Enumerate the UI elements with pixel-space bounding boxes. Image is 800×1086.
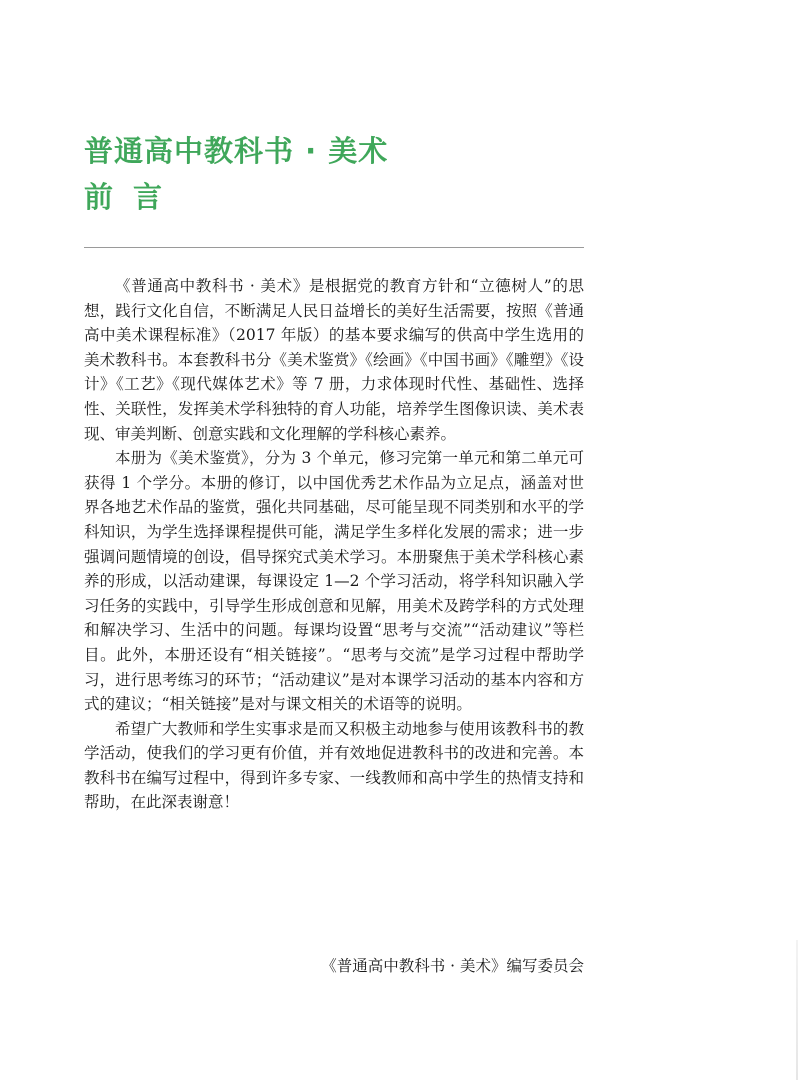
book-title: 普通高中教科书 · 美术	[84, 134, 389, 168]
preface-paragraph-3: 希望广大教师和学生实事求是而又积极主动地参与使用该教科书的教学活动，使我们的学习更有价值，并有效地促进教科书的改进和完善。本教科书在编写过程中，得到许多专家、一线教师和高中学生的热情支持和帮助，在此深表谢意！	[84, 719, 584, 812]
page-header	[84, 128, 604, 220]
page-edge-shadow	[796, 940, 798, 1080]
preface-paragraph-1: 《普通高中教科书 · 美术》是根据党的教育方针和“立德树人”的思想，践行文化自信，不断满足人民日益增长的美好生活需要，按照《普通高中美术课程标准》（2017 年版）的基本要求编写的供高中学生选用的美术教科书。本套教科书分《美术鉴赏》《绘画》《中国书画》《雕塑》《设计》《工艺》《现代媒体艺术》等 7 册，力求体现时代性、基础性、选择性、关联性，发挥美术学科独特的育人功能，培养学生图像识读、美术表现、审美判断、创意实践和文化理解的学科核心素养。	[84, 277, 584, 443]
section-title: 前言	[84, 180, 183, 214]
editorial-signature: 《普通高中教科书 · 美术》编写委员会	[321, 957, 584, 975]
preface-paragraph-2: 本册为《美术鉴赏》，分为 3 个单元，修习完第一单元和第二单元可获得 1 个学分。本册的修订，以中国优秀艺术作品为立足点，涵盖对世界各地艺术作品的鉴赏，强化共同基础，尽可能呈现不同类别和水平的学科知识，为学生选择课程提供可能，满足学生多样化发展的需求；进一步强调问题情境的创设，倡导探究式美术学习。本册聚焦于美术学科核心素养的形成，以活动建课，每课设定 1—2 个学习活动，将学科知识融入学习任务的实践中，引导学生形成创意和见解，用美术及跨学科的方式处理和解决学习、生活中的问题。每课均设置“思考与交流”“活动建议”等栏目。此外，本册还设有“相关链接”。“思考与交流”是学习过程中帮助学习，进行思考练习的环节；“活动建议”是对本课学习活动的基本内容和方式的建议；“相关链接”是对与课文相关的术语等的说明。	[84, 449, 584, 714]
header-divider	[84, 247, 584, 248]
preface-body	[84, 274, 584, 815]
